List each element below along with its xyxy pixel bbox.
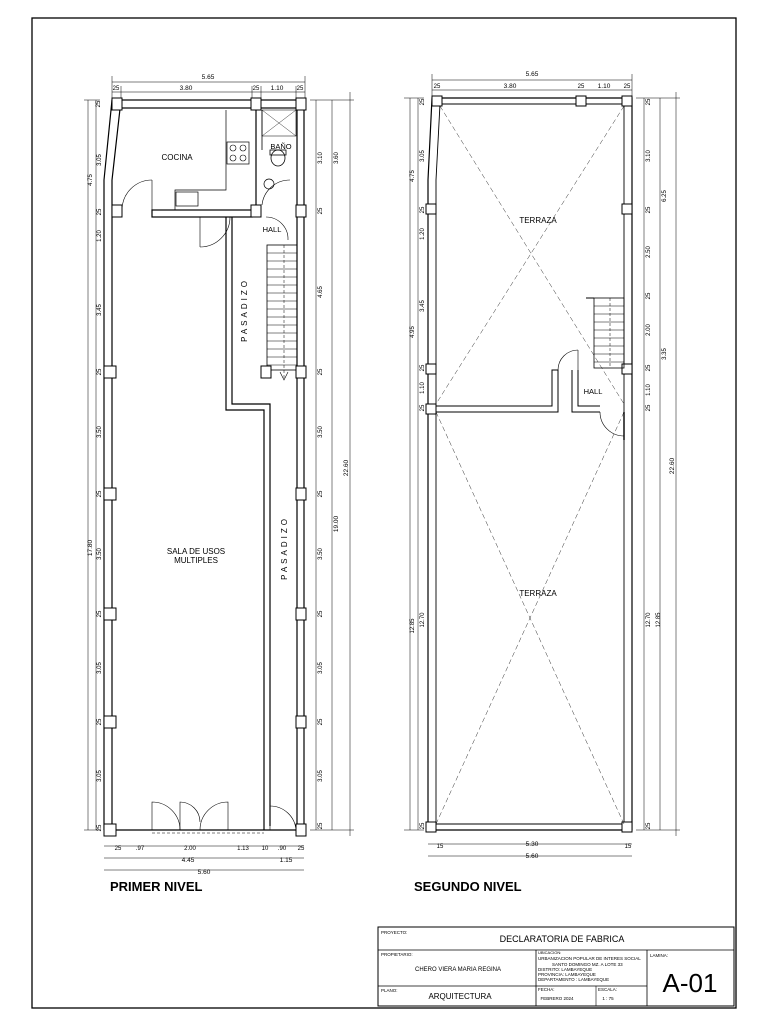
dim-bottom: .90 — [277, 846, 287, 852]
dim-right: 25 — [318, 490, 324, 498]
dim-right: 25 — [318, 822, 324, 830]
dim-bottom: 15 — [624, 844, 632, 850]
lamina-label: LAMINA: — [650, 953, 669, 958]
dim-top: 25 — [112, 86, 120, 92]
room-label-bano: BAÑO — [270, 142, 292, 151]
dim-right: 3.05 — [318, 770, 324, 782]
ubicacion-line: DEPARTAMENTO : LAMBAYEQUE — [538, 977, 610, 982]
plan-title-primer-nivel: PRIMER NIVEL — [110, 879, 203, 894]
dim-right: 22.60 — [669, 457, 676, 475]
plan1-labels — [87, 74, 350, 894]
proyecto-value: DECLARATORIA DE FABRICA — [499, 934, 625, 944]
room-label-sala: MULTIPLES — [174, 556, 218, 565]
escala-value: 1 : 75 — [602, 996, 614, 1001]
ubicacion-line: URBANIZACION POPULAR DE INTERES SOCIAL — [538, 956, 641, 961]
dim-left: 4.95 — [410, 326, 416, 338]
dim-left: 12.70 — [420, 612, 426, 628]
dim-top: 3.80 — [179, 85, 193, 92]
dim-right: 3.35 — [662, 348, 668, 360]
proyecto-label: PROYECTO: — [381, 930, 408, 935]
room-label-terraza: TERRAZA — [519, 216, 557, 225]
dim-right: 6.25 — [662, 190, 668, 202]
dim-bottom: 4.45 — [181, 857, 195, 864]
dim-left: 12.85 — [410, 618, 416, 634]
dim-left: 25 — [420, 206, 426, 214]
dim-bottom: 1.15 — [279, 857, 293, 864]
dim-bottom: 10 — [261, 846, 269, 852]
room-label-pasadizo: PASADIZO — [280, 516, 289, 580]
dim-right: 25 — [318, 610, 324, 618]
dim-left: 3.45 — [420, 300, 426, 312]
dim-top: 25 — [252, 86, 260, 92]
dim-left: 25 — [420, 98, 426, 106]
dim-left: 3.50 — [97, 426, 103, 438]
dim-top: 25 — [623, 84, 631, 90]
dim-left: 25 — [97, 368, 103, 376]
room-label-hall: HALL — [262, 225, 282, 234]
dim-top: 25 — [577, 84, 585, 90]
dim-bottom: 25 — [114, 846, 122, 852]
dim-right: 4.65 — [318, 286, 324, 298]
ubicacion-line: PROVINCIA: LAMBAYEQUE — [538, 972, 596, 977]
dim-right: 3.10 — [318, 152, 324, 164]
dim-right: 25 — [318, 368, 324, 376]
plano-value: ARQUITECTURA — [428, 992, 492, 1001]
plan-title-segundo-nivel: SEGUNDO NIVEL — [414, 879, 522, 894]
room-label-hall: HALL — [583, 387, 603, 396]
dim-left: 1.10 — [420, 382, 426, 394]
dim-right: 25 — [646, 98, 652, 106]
dim-left: 3.50 — [97, 548, 103, 560]
dim-bottom: 2.00 — [184, 846, 196, 852]
plan2-labels — [410, 71, 676, 894]
dim-left: 3.05 — [97, 770, 103, 782]
plan-primer-nivel — [84, 76, 354, 870]
ubicacion-line: DISTRITO: LAMBAYEQUE — [538, 967, 593, 972]
dim-left: 25 — [97, 824, 103, 832]
ubicacion-label: UBICACION: — [538, 950, 562, 955]
propietario-value: CHERO VIERA MARIA REGINA — [414, 967, 502, 973]
dim-right: 25 — [646, 206, 652, 214]
dim-right: 12.85 — [656, 612, 662, 628]
dim-left: 25 — [96, 100, 102, 108]
dim-left: 4.75 — [88, 174, 94, 186]
room-label-cocina: COCINA — [161, 153, 193, 162]
dim-top: 25 — [296, 86, 304, 92]
ubicacion-line: SANTO DOMINGO MZ. A LOTE 33 — [552, 962, 623, 967]
room-label-sala: SALA DE USOS — [166, 547, 226, 556]
dim-right: 3.05 — [318, 662, 324, 674]
plan-segundo-nivel — [404, 74, 680, 856]
dim-left: 25 — [420, 364, 426, 372]
dim-right: 3.50 — [318, 548, 324, 560]
dim-left: 25 — [97, 490, 103, 498]
dim-bottom: 15 — [436, 844, 444, 850]
dim-top-total: 5.65 — [201, 74, 215, 81]
room-label-terraza: TERRAZA — [519, 589, 557, 598]
dim-top: 3.80 — [503, 83, 517, 90]
dim-right: 22.60 — [343, 459, 350, 477]
dim-bottom: 25 — [297, 846, 305, 852]
dim-right: 2.00 — [646, 324, 652, 336]
dim-left: 3.05 — [97, 154, 103, 166]
dim-left: 4.75 — [410, 170, 416, 182]
dim-bottom: 5.60 — [197, 869, 211, 876]
dim-top: 1.10 — [270, 85, 284, 92]
dim-left: 3.05 — [97, 662, 103, 674]
dim-right: 19.00 — [333, 515, 340, 533]
dim-right: 2.50 — [646, 246, 652, 258]
dim-right: 25 — [646, 822, 652, 830]
dim-left: 1.20 — [420, 228, 426, 240]
dim-right: 3.10 — [646, 150, 652, 162]
dim-left: 3.45 — [97, 304, 103, 316]
propietario-label: PROPIETARIO: — [381, 952, 413, 957]
dim-left: 25 — [97, 610, 103, 618]
dim-top: 1.10 — [597, 83, 611, 90]
dim-bottom: .97 — [135, 846, 145, 852]
dim-right: 25 — [646, 364, 652, 372]
lamina-value: A-01 — [662, 968, 718, 998]
dim-right: 12.70 — [646, 612, 652, 628]
dim-right: 25 — [318, 207, 324, 215]
dim-left: 25 — [420, 404, 426, 412]
dim-top-total: 5.65 — [525, 71, 539, 78]
dim-left: 1.20 — [97, 230, 103, 242]
dim-bottom: 1.13 — [237, 846, 249, 852]
room-label-pasadizo: PASADIZO — [240, 278, 249, 342]
sheet-border — [32, 18, 736, 1008]
dim-right: 3.50 — [318, 426, 324, 438]
dim-top: 25 — [433, 84, 441, 90]
dim-left: 25 — [420, 822, 426, 830]
dim-left: 25 — [97, 718, 103, 726]
dim-right: 25 — [646, 292, 652, 300]
escala-label: ESCALA: — [598, 987, 618, 992]
dim-left: 25 — [97, 208, 103, 216]
fecha-value: FEBRERO 2024 — [540, 996, 574, 1001]
dim-left: 3.05 — [420, 150, 426, 162]
plano-label: PLANO: — [381, 988, 398, 993]
dim-left: 17.80 — [87, 539, 94, 557]
dim-bottom: 5.30 — [525, 841, 539, 848]
title-block-text — [381, 930, 717, 1001]
dim-right: 25 — [318, 718, 324, 726]
dim-right: 25 — [646, 404, 652, 412]
dim-bottom: 5.60 — [525, 853, 539, 860]
dim-right: 1.10 — [646, 384, 652, 396]
fecha-label: FECHA: — [538, 987, 555, 992]
dim-right: 3.60 — [334, 152, 340, 164]
